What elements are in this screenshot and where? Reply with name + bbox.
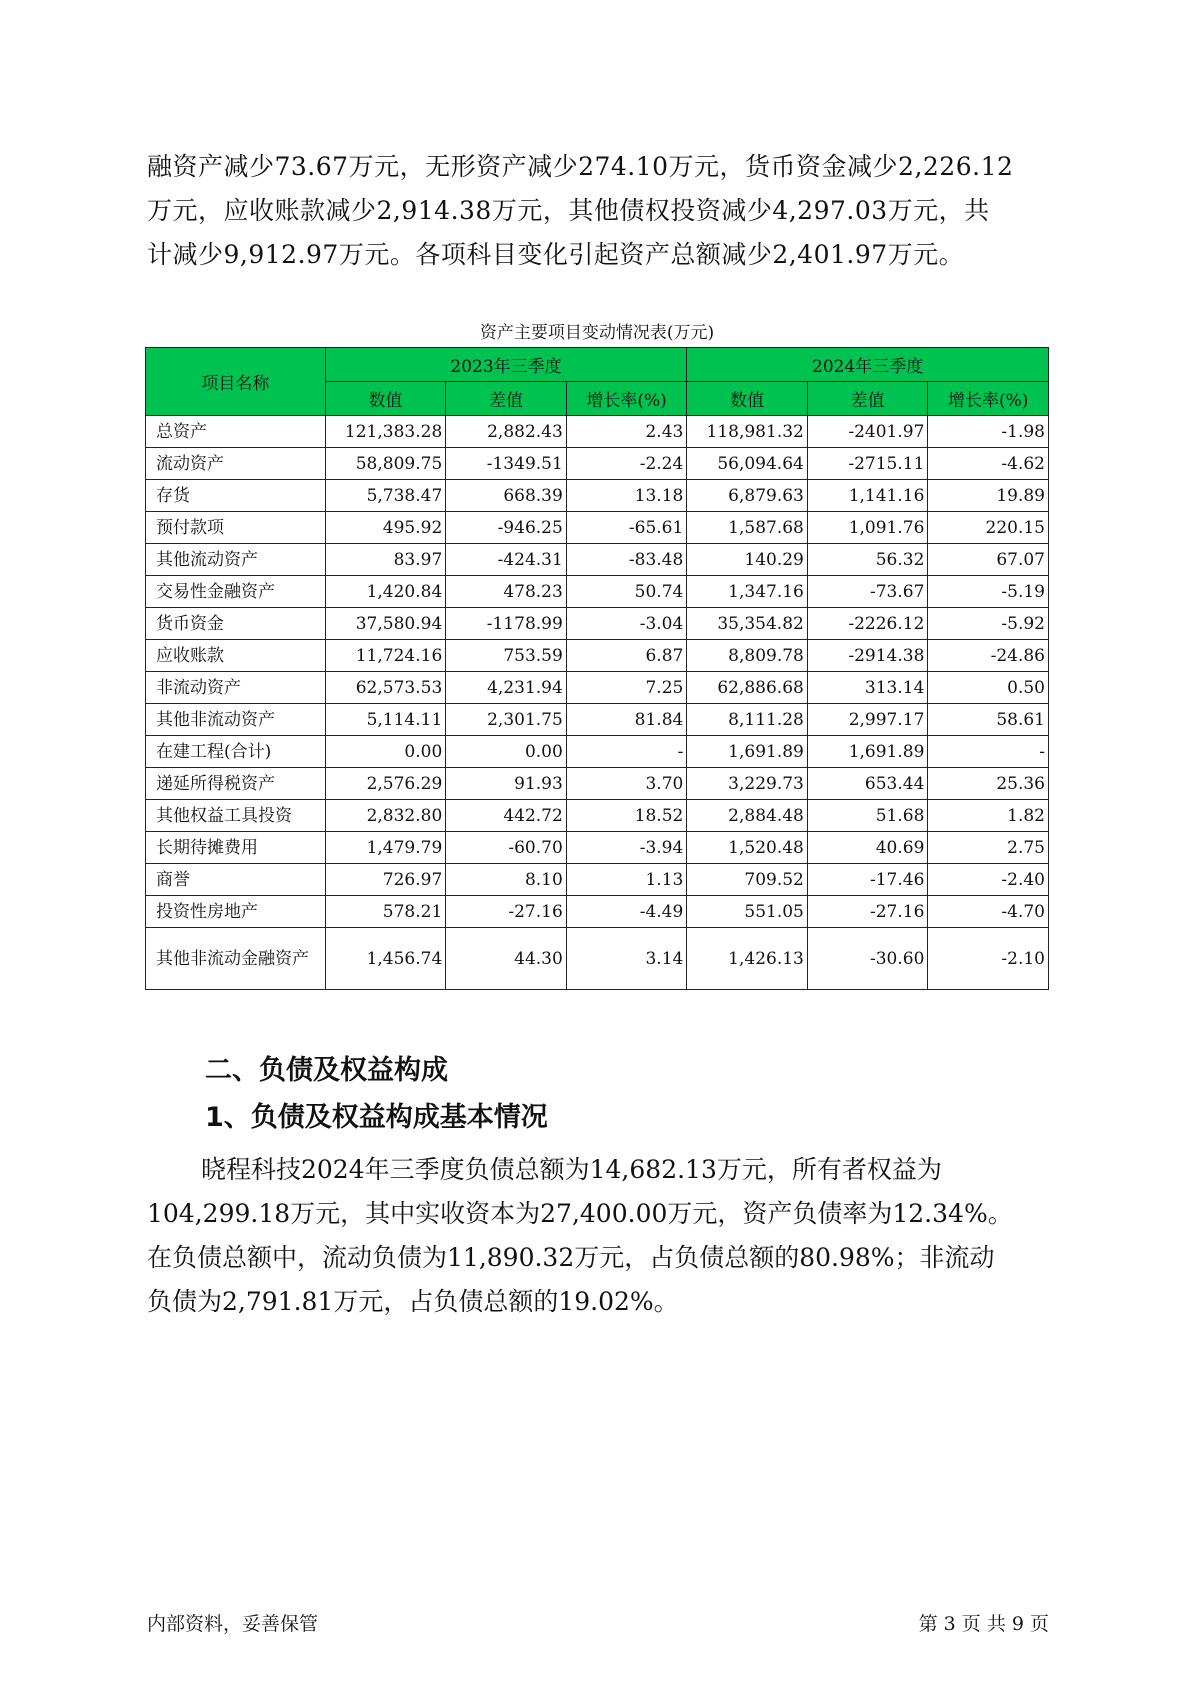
growth-2024-cell: - bbox=[928, 736, 1049, 768]
value-2023-cell: 578.21 bbox=[325, 896, 446, 928]
body-line: 晓程科技2024年三季度负债总额为14,682.13万元，所有者权益为 bbox=[201, 1155, 942, 1184]
diff-2024-cell: -17.46 bbox=[807, 864, 928, 896]
growth-2024-cell: -2.40 bbox=[928, 864, 1049, 896]
item-name-cell: 流动资产 bbox=[146, 448, 326, 480]
item-name-cell: 其他非流动金融资产 bbox=[146, 928, 326, 990]
value-2024-cell: 2,884.48 bbox=[687, 800, 808, 832]
diff-2024-cell: -2715.11 bbox=[807, 448, 928, 480]
growth-2023-cell: -2.24 bbox=[566, 448, 687, 480]
diff-2024-cell: -73.67 bbox=[807, 576, 928, 608]
value-2023-cell: 2,832.80 bbox=[325, 800, 446, 832]
footer-page-number: 第 3 页 共 9 页 bbox=[918, 1613, 1049, 1635]
header-value: 数值 bbox=[687, 382, 808, 416]
growth-2024-cell: 67.07 bbox=[928, 544, 1049, 576]
diff-2024-cell: -2914.38 bbox=[807, 640, 928, 672]
body-paragraph bbox=[147, 1148, 1047, 1324]
value-2023-cell: 58,809.75 bbox=[325, 448, 446, 480]
growth-2024-cell: 0.50 bbox=[928, 672, 1049, 704]
growth-2023-cell: 6.87 bbox=[566, 640, 687, 672]
body-line: 104,299.18万元，其中实收资本为27,400.00万元，资产负债率为12.34%。 bbox=[147, 1199, 1013, 1228]
diff-2024-cell: 56.32 bbox=[807, 544, 928, 576]
header-diff: 差值 bbox=[807, 382, 928, 416]
body-line: 负债为2,791.81万元，占负债总额的19.02%。 bbox=[147, 1287, 679, 1316]
growth-2024-cell: -5.19 bbox=[928, 576, 1049, 608]
diff-2023-cell: 2,882.43 bbox=[446, 416, 567, 448]
growth-2023-cell: 3.14 bbox=[566, 928, 687, 990]
growth-2023-cell: - bbox=[566, 736, 687, 768]
table-row bbox=[146, 864, 1049, 896]
header-item-name: 项目名称 bbox=[146, 348, 326, 416]
diff-2024-cell: 313.14 bbox=[807, 672, 928, 704]
item-name-cell: 预付款项 bbox=[146, 512, 326, 544]
table-row bbox=[146, 512, 1049, 544]
table-row bbox=[146, 608, 1049, 640]
value-2024-cell: 6,879.63 bbox=[687, 480, 808, 512]
table-body bbox=[146, 416, 1049, 990]
table-row bbox=[146, 704, 1049, 736]
value-2023-cell: 11,724.16 bbox=[325, 640, 446, 672]
diff-2023-cell: -60.70 bbox=[446, 832, 567, 864]
item-name-cell: 应收账款 bbox=[146, 640, 326, 672]
growth-2023-cell: -3.94 bbox=[566, 832, 687, 864]
intro-paragraph bbox=[147, 145, 1047, 277]
value-2023-cell: 1,456.74 bbox=[325, 928, 446, 990]
value-2023-cell: 5,738.47 bbox=[325, 480, 446, 512]
value-2024-cell: 56,094.64 bbox=[687, 448, 808, 480]
table-row bbox=[146, 896, 1049, 928]
diff-2024-cell: 51.68 bbox=[807, 800, 928, 832]
table-row bbox=[146, 576, 1049, 608]
value-2023-cell: 62,573.53 bbox=[325, 672, 446, 704]
intro-line: 计减少9,912.97万元。各项科目变化引起资产总额减少2,401.97万元。 bbox=[147, 240, 965, 269]
growth-2023-cell: -65.61 bbox=[566, 512, 687, 544]
diff-2024-cell: -30.60 bbox=[807, 928, 928, 990]
item-name-cell: 其他非流动资产 bbox=[146, 704, 326, 736]
growth-2023-cell: 1.13 bbox=[566, 864, 687, 896]
growth-2023-cell: 7.25 bbox=[566, 672, 687, 704]
value-2023-cell: 0.00 bbox=[325, 736, 446, 768]
value-2024-cell: 62,886.68 bbox=[687, 672, 808, 704]
diff-2023-cell: 753.59 bbox=[446, 640, 567, 672]
diff-2023-cell: -946.25 bbox=[446, 512, 567, 544]
header-value: 数值 bbox=[325, 382, 446, 416]
diff-2024-cell: -2401.97 bbox=[807, 416, 928, 448]
diff-2023-cell: 478.23 bbox=[446, 576, 567, 608]
diff-2023-cell: 91.93 bbox=[446, 768, 567, 800]
value-2024-cell: 3,229.73 bbox=[687, 768, 808, 800]
diff-2024-cell: 2,997.17 bbox=[807, 704, 928, 736]
diff-2024-cell: 1,141.16 bbox=[807, 480, 928, 512]
table-row bbox=[146, 800, 1049, 832]
section-heading: 二、负债及权益构成 bbox=[205, 1055, 448, 1086]
value-2024-cell: 35,354.82 bbox=[687, 608, 808, 640]
table-row bbox=[146, 736, 1049, 768]
value-2023-cell: 1,479.79 bbox=[325, 832, 446, 864]
diff-2023-cell: 8.10 bbox=[446, 864, 567, 896]
header-growth: 增长率(%) bbox=[566, 382, 687, 416]
item-name-cell: 其他流动资产 bbox=[146, 544, 326, 576]
diff-2024-cell: 40.69 bbox=[807, 832, 928, 864]
diff-2024-cell: 653.44 bbox=[807, 768, 928, 800]
item-name-cell: 非流动资产 bbox=[146, 672, 326, 704]
value-2024-cell: 8,111.28 bbox=[687, 704, 808, 736]
table-row bbox=[146, 640, 1049, 672]
value-2023-cell: 121,383.28 bbox=[325, 416, 446, 448]
value-2023-cell: 5,114.11 bbox=[325, 704, 446, 736]
table-row bbox=[146, 672, 1049, 704]
header-period-2023: 2023年三季度 bbox=[325, 348, 687, 382]
diff-2024-cell: 1,691.89 bbox=[807, 736, 928, 768]
growth-2024-cell: 1.82 bbox=[928, 800, 1049, 832]
value-2023-cell: 37,580.94 bbox=[325, 608, 446, 640]
growth-2024-cell: -2.10 bbox=[928, 928, 1049, 990]
table-row bbox=[146, 480, 1049, 512]
subsection-heading: 1、负债及权益构成基本情况 bbox=[205, 1102, 548, 1133]
header-period-2024: 2024年三季度 bbox=[687, 348, 1049, 382]
item-name-cell: 存货 bbox=[146, 480, 326, 512]
value-2024-cell: 1,691.89 bbox=[687, 736, 808, 768]
value-2024-cell: 140.29 bbox=[687, 544, 808, 576]
value-2024-cell: 1,426.13 bbox=[687, 928, 808, 990]
footer-confidential-note: 内部资料，妥善保管 bbox=[147, 1613, 319, 1635]
item-name-cell: 总资产 bbox=[146, 416, 326, 448]
value-2024-cell: 1,520.48 bbox=[687, 832, 808, 864]
item-name-cell: 投资性房地产 bbox=[146, 896, 326, 928]
diff-2023-cell: -1349.51 bbox=[446, 448, 567, 480]
item-name-cell: 在建工程(合计) bbox=[146, 736, 326, 768]
growth-2023-cell: 3.70 bbox=[566, 768, 687, 800]
header-diff: 差值 bbox=[446, 382, 567, 416]
value-2023-cell: 495.92 bbox=[325, 512, 446, 544]
body-line: 在负债总额中，流动负债为11,890.32万元，占负债总额的80.98%；非流动 bbox=[147, 1243, 995, 1272]
growth-2024-cell: 2.75 bbox=[928, 832, 1049, 864]
intro-line: 融资产减少73.67万元，无形资产减少274.10万元，货币资金减少2,226.12 bbox=[147, 152, 1014, 181]
growth-2023-cell: 81.84 bbox=[566, 704, 687, 736]
table-row bbox=[146, 832, 1049, 864]
growth-2023-cell: 13.18 bbox=[566, 480, 687, 512]
growth-2023-cell: -83.48 bbox=[566, 544, 687, 576]
table-header-row bbox=[146, 348, 1049, 382]
table-caption: 资产主要项目变动情况表(万元) bbox=[479, 323, 715, 343]
growth-2024-cell: -4.62 bbox=[928, 448, 1049, 480]
value-2024-cell: 1,347.16 bbox=[687, 576, 808, 608]
table-row bbox=[146, 448, 1049, 480]
value-2024-cell: 118,981.32 bbox=[687, 416, 808, 448]
growth-2023-cell: 18.52 bbox=[566, 800, 687, 832]
growth-2024-cell: 19.89 bbox=[928, 480, 1049, 512]
value-2023-cell: 726.97 bbox=[325, 864, 446, 896]
item-name-cell: 货币资金 bbox=[146, 608, 326, 640]
item-name-cell: 长期待摊费用 bbox=[146, 832, 326, 864]
growth-2024-cell: 25.36 bbox=[928, 768, 1049, 800]
diff-2024-cell: 1,091.76 bbox=[807, 512, 928, 544]
value-2024-cell: 709.52 bbox=[687, 864, 808, 896]
item-name-cell: 商誉 bbox=[146, 864, 326, 896]
table-row bbox=[146, 416, 1049, 448]
growth-2023-cell: -3.04 bbox=[566, 608, 687, 640]
diff-2024-cell: -2226.12 bbox=[807, 608, 928, 640]
value-2024-cell: 551.05 bbox=[687, 896, 808, 928]
header-growth: 增长率(%) bbox=[928, 382, 1049, 416]
diff-2023-cell: 0.00 bbox=[446, 736, 567, 768]
diff-2023-cell: 668.39 bbox=[446, 480, 567, 512]
value-2024-cell: 8,809.78 bbox=[687, 640, 808, 672]
diff-2023-cell: 44.30 bbox=[446, 928, 567, 990]
value-2023-cell: 1,420.84 bbox=[325, 576, 446, 608]
item-name-cell: 递延所得税资产 bbox=[146, 768, 326, 800]
growth-2023-cell: 50.74 bbox=[566, 576, 687, 608]
diff-2023-cell: -1178.99 bbox=[446, 608, 567, 640]
item-name-cell: 其他权益工具投资 bbox=[146, 800, 326, 832]
growth-2024-cell: -4.70 bbox=[928, 896, 1049, 928]
value-2023-cell: 83.97 bbox=[325, 544, 446, 576]
growth-2024-cell: -5.92 bbox=[928, 608, 1049, 640]
value-2024-cell: 1,587.68 bbox=[687, 512, 808, 544]
growth-2024-cell: 58.61 bbox=[928, 704, 1049, 736]
intro-line: 万元，应收账款减少2,914.38万元，其他债权投资减少4,297.03万元，共 bbox=[147, 196, 990, 225]
diff-2023-cell: -27.16 bbox=[446, 896, 567, 928]
diff-2023-cell: 442.72 bbox=[446, 800, 567, 832]
diff-2023-cell: -424.31 bbox=[446, 544, 567, 576]
growth-2024-cell: -24.86 bbox=[928, 640, 1049, 672]
diff-2023-cell: 2,301.75 bbox=[446, 704, 567, 736]
item-name-cell: 交易性金融资产 bbox=[146, 576, 326, 608]
asset-change-table bbox=[145, 347, 1049, 990]
growth-2024-cell: -1.98 bbox=[928, 416, 1049, 448]
table-row bbox=[146, 544, 1049, 576]
value-2023-cell: 2,576.29 bbox=[325, 768, 446, 800]
growth-2023-cell: -4.49 bbox=[566, 896, 687, 928]
growth-2023-cell: 2.43 bbox=[566, 416, 687, 448]
diff-2024-cell: -27.16 bbox=[807, 896, 928, 928]
table-row bbox=[146, 768, 1049, 800]
growth-2024-cell: 220.15 bbox=[928, 512, 1049, 544]
table-row bbox=[146, 928, 1049, 990]
diff-2023-cell: 4,231.94 bbox=[446, 672, 567, 704]
